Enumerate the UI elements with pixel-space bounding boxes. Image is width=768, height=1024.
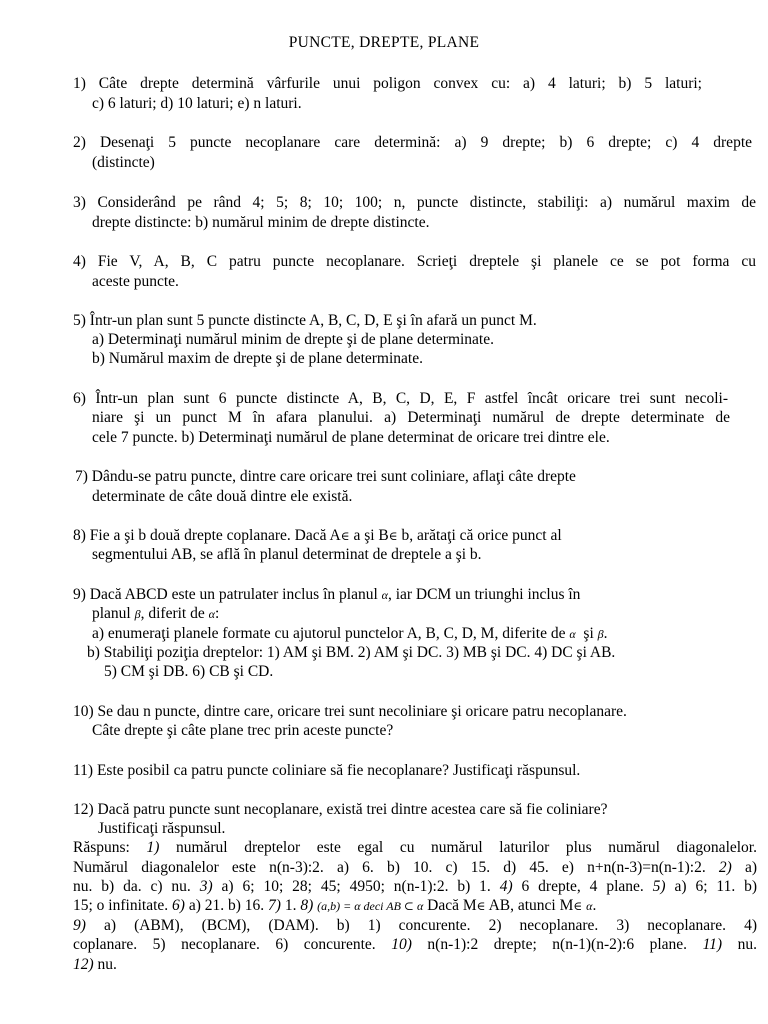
element-of-symbol: ∈ <box>340 529 350 543</box>
alpha-symbol: α <box>586 899 593 913</box>
problem-5-line-3: b) Numărul maxim de drepte şi de plane determinate. <box>92 350 423 367</box>
answers-line-4: 15; o infinitate. 6) a) 21. b) 16. 7) 1. 8) (a,b) = α deci AB ⊂ α Dacă M∈ AB, atunci M∈ α. <box>73 897 597 914</box>
problem-5-line-1: 5) Într-un plan sunt 5 puncte distincte A, B, C, D, E şi în afară un punct M. <box>73 312 537 329</box>
beta-symbol: β <box>134 607 141 621</box>
problem-9-line-3: a) enumeraţi planele formate cu ajutorul punctelor A, B, C, D, M, diferite de α şi β. <box>92 625 608 642</box>
problem-12-line-1: 12) Dacă patru puncte sunt necoplanare, există trei dintre acestea care să fie coliniare? <box>73 801 608 818</box>
problem-4-line-1: 4) Fie V, A, B, C patru puncte necoplanare. Scrieţi dreptele şi planele ce se pot forma cu <box>73 253 756 270</box>
problem-2-line-2: (distincte) <box>92 154 155 171</box>
problem-2-line-1: 2) Desenaţi 5 puncte necoplanare care determină: a) 9 drepte; b) 6 drepte; c) 4 drepte <box>73 134 752 151</box>
answers-label: Răspuns: <box>73 839 130 856</box>
problem-11-line-1: 11) Este posibil ca patru puncte coliniare să fie necoplanare? Justificaţi răspunsul. <box>73 762 581 779</box>
problem-6-line-3: cele 7 puncte. b) Determinaţi numărul de plane determinat de oricare trei dintre ele. <box>92 429 610 446</box>
problem-10-line-2: Câte drepte şi câte plane trec prin aceste puncte? <box>92 722 394 739</box>
element-of-symbol: ∈ <box>388 529 398 543</box>
problem-10-line-1: 10) Se dau n puncte, dintre care, oricare trei sunt necoliniare şi oricare patru necoplanare. <box>73 703 627 720</box>
answers-line-7: 12) nu. <box>73 956 117 973</box>
problem-9-line-4: b) Stabiliţi poziţia dreptelor: 1) AM şi BM. 2) AM şi DC. 3) MB şi DC. 4) DC şi AB. <box>87 644 616 661</box>
problem-5-line-2: a) Determinaţi numărul minim de drepte şi de plane determinate. <box>92 331 494 348</box>
alpha-symbol: α <box>569 627 576 641</box>
problem-12-line-2: Justificaţi răspunsul. <box>98 820 226 837</box>
problem-9-line-5: 5) CM şi DB. 6) CB şi CD. <box>104 663 274 680</box>
alpha-symbol: α <box>381 588 388 602</box>
answers-line-2: Numărul diagonalelor este n(n-3):2. a) 6. b) 10. c) 15. d) 45. e) n+n(n-3)=n(n-1):2. 2) a) <box>73 859 758 876</box>
problem-9-line-2: planul β, diferit de α: <box>92 605 220 622</box>
problem-3-line-1: 3) Considerând pe rând 4; 5; 8; 10; 100; n, puncte distincte, stabiliţi: a) numărul maxim de <box>73 194 756 211</box>
problem-7-line-1: 7) Dându-se patru puncte, dintre care oricare trei sunt coliniare, aflaţi câte drepte <box>75 468 576 485</box>
element-of-symbol: ∈ <box>573 899 583 913</box>
problem-6-line-2: niare şi un punct M în afara planului. a) Determinaţi numărul de drepte determinate de <box>92 409 730 426</box>
plane-formula: (a,b) = α deci AB ⊂ α <box>317 899 424 913</box>
answers-line-6: coplanare. 5) necoplanare. 6) concurente. 10) n(n-1):2 drepte; n(n-1)(n-2):6 plane. 11) nu. <box>73 936 757 953</box>
problem-3-line-2: drepte distincte: b) numărul minim de drepte distincte. <box>92 214 430 231</box>
problem-8-line-1: 8) Fie a şi b două drepte coplanare. Dacă A∈ a şi B∈ b, arătaţi că orice punct al <box>73 527 562 544</box>
problem-1-line-1: 1) Câte drepte determină vârfurile unui poligon convex cu: a) 4 laturi; b) 5 laturi; <box>73 75 702 92</box>
alpha-symbol: α <box>208 607 215 621</box>
problem-8-line-2: segmentului AB, se află în planul determinat de dreptele a şi b. <box>92 546 482 563</box>
answers-line-5: 9) a) (ABM), (BCM), (DAM). b) 1) concurente. 2) necoplanare. 3) necoplanare. 4) <box>73 917 758 934</box>
problem-1-line-2: c) 6 laturi; d) 10 laturi; e) n laturi. <box>92 95 302 112</box>
element-of-symbol: ∈ <box>476 899 486 913</box>
page-title: PUNCTE, DREPTE, PLANE <box>288 34 480 51</box>
answers-line-3: nu. b) da. c) nu. 3) a) 6; 10; 28; 45; 4950; n(n-1):2. b) 1. 4) 6 drepte, 4 plane. 5) a) 6; 11. b) <box>73 878 758 895</box>
beta-symbol: β <box>597 627 604 641</box>
problem-9-line-1: 9) Dacă ABCD este un patrulater inclus în planul α, iar DCM un triunghi inclus în <box>73 586 581 603</box>
answers-line-1: Răspuns: 1) numărul dreptelor este egal cu numărul laturilor plus numărul diagonalelor. <box>73 839 757 856</box>
problem-4-line-2: aceste puncte. <box>92 273 179 290</box>
problem-6-line-1: 6) Într-un plan sunt 6 puncte distincte A, B, C, D, E, F astfel încât oricare trei sunt necoli- <box>73 390 728 407</box>
problem-7-line-2: determinate de câte două dintre ele există. <box>92 488 353 505</box>
